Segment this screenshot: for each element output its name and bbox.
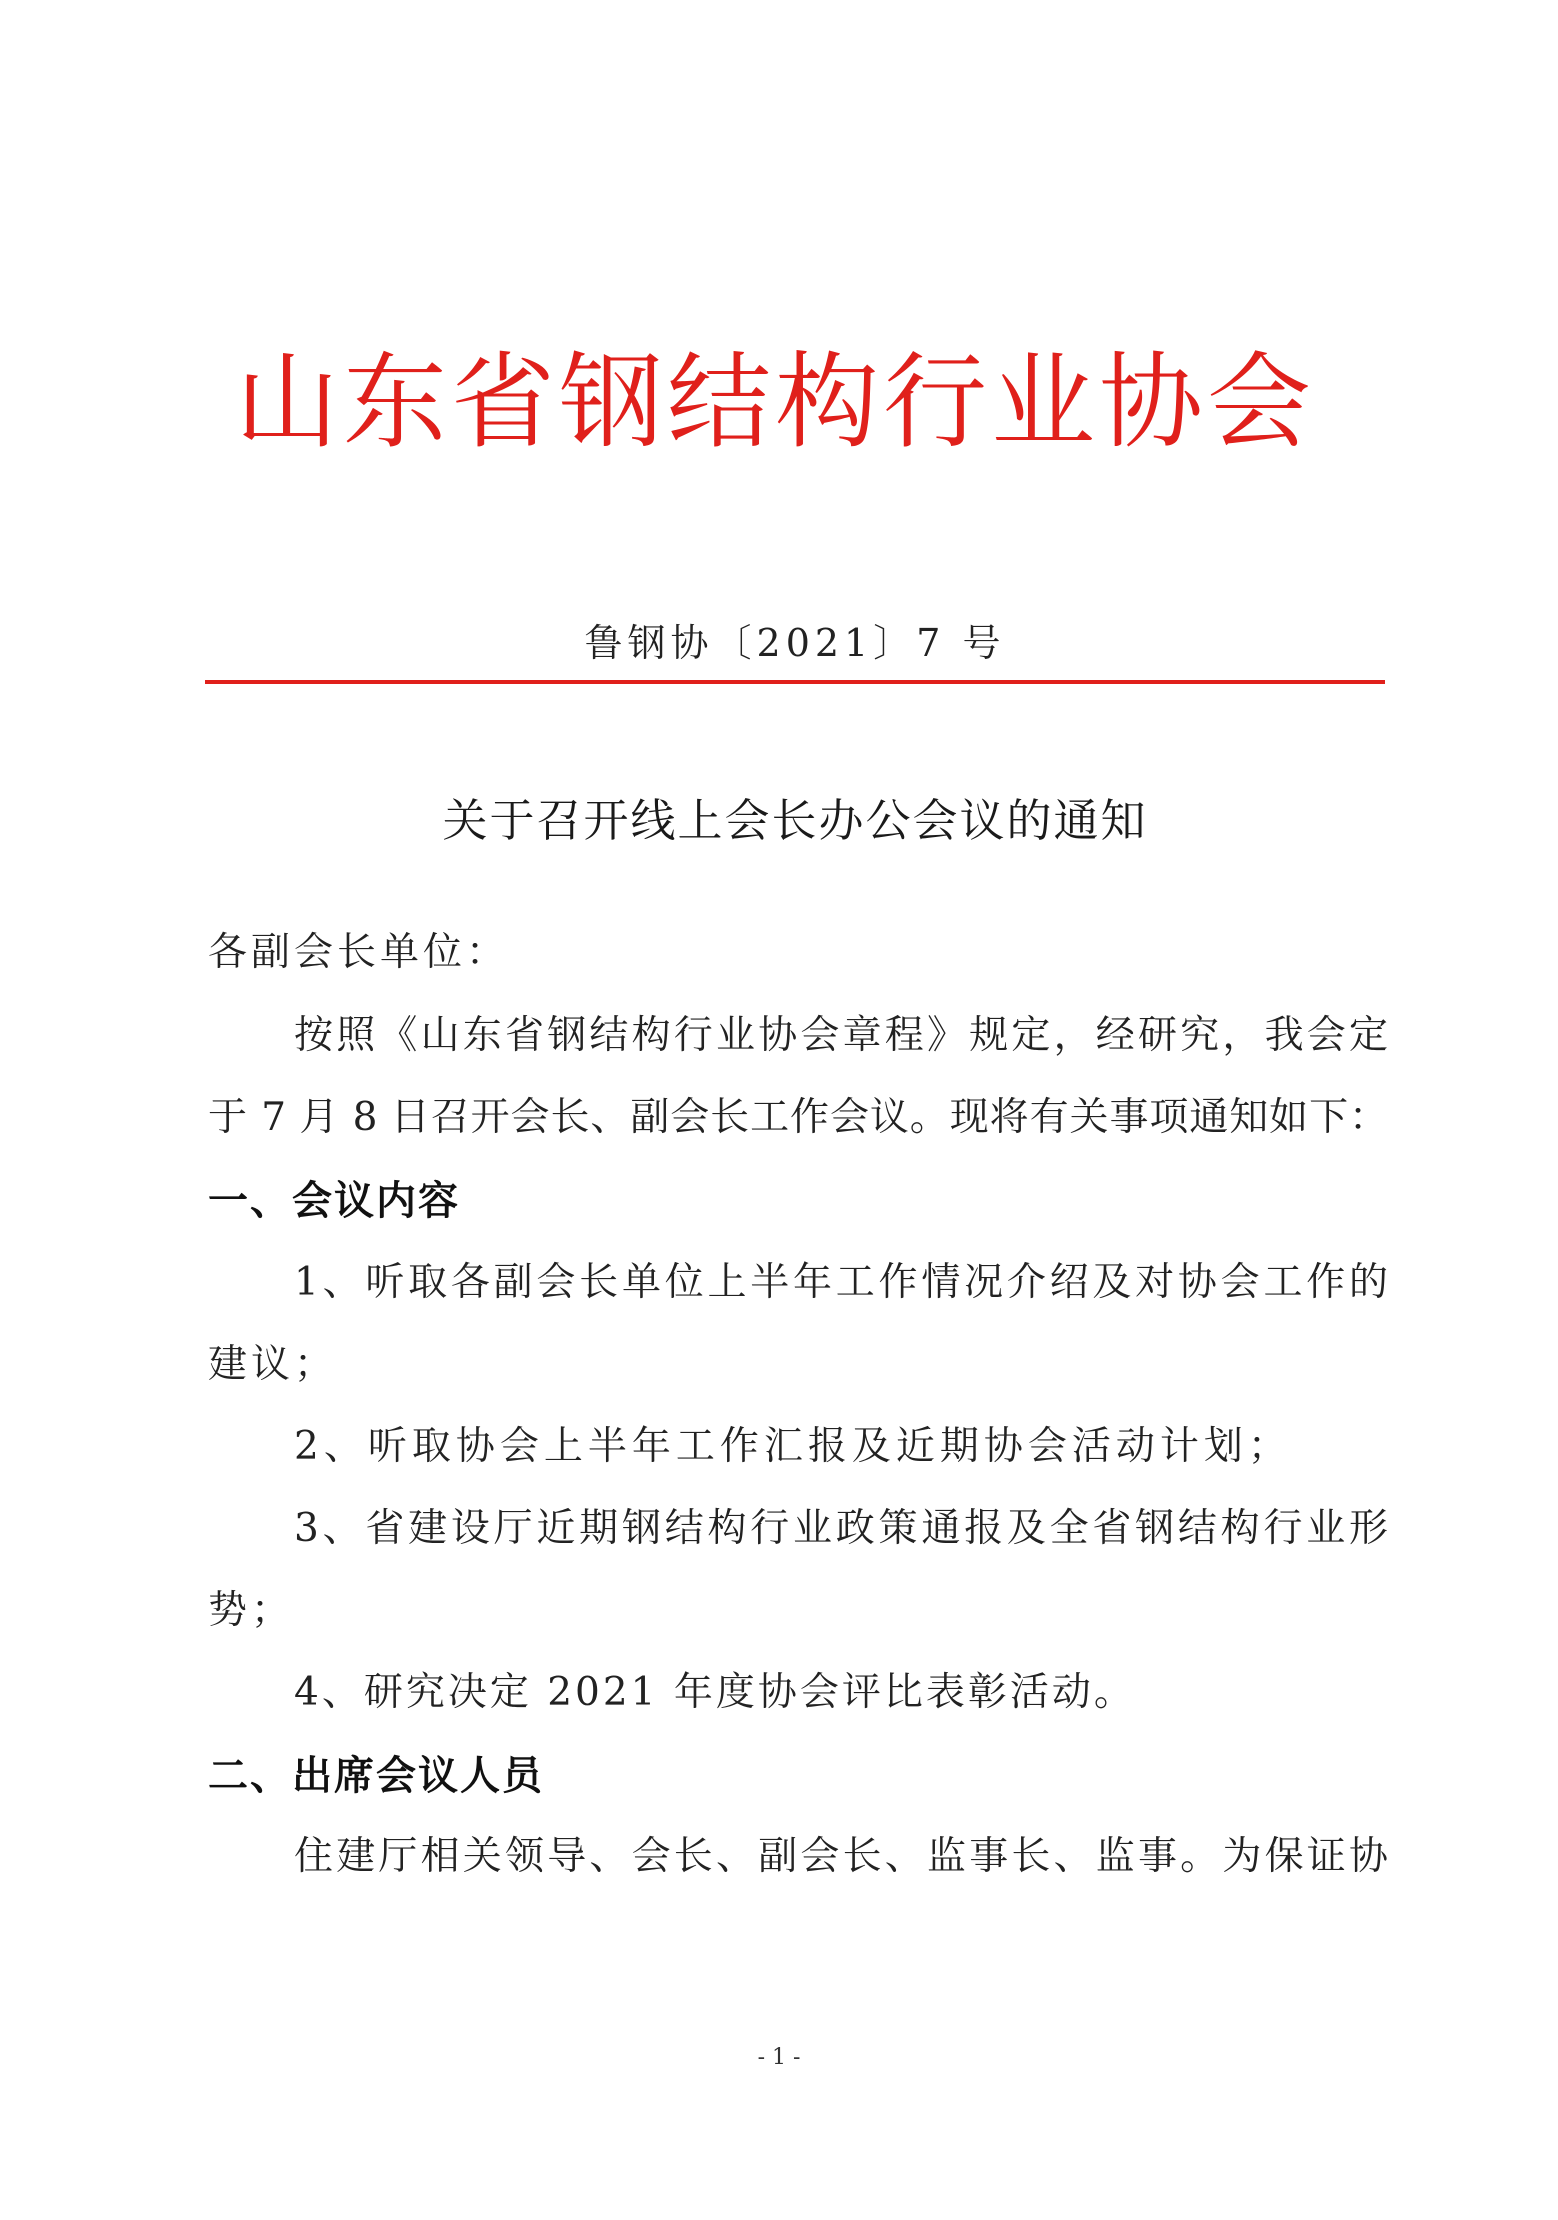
item-3-line-2: 势； — [208, 1588, 295, 1633]
document-number: 鲁钢协〔2021〕7 号 — [584, 621, 1006, 665]
salutation: 各副会长单位： — [208, 930, 510, 975]
intro-line-1: 按照《山东省钢结构行业协会章程》规定，经研究，我会定 — [294, 1013, 1388, 1058]
notice-title: 关于召开线上会长办公会议的通知 — [442, 794, 1148, 847]
page-number: - 1 - — [757, 2045, 801, 2070]
item-1-line-1: 1、听取各副会长单位上半年工作情况介绍及对协会工作的 — [294, 1260, 1388, 1305]
item-4: 4、研究决定 2021 年度协会评比表彰活动。 — [294, 1670, 1136, 1715]
item-1-line-2: 建议； — [208, 1342, 338, 1387]
section-heading-meeting-content: 一、会议内容 — [208, 1178, 460, 1224]
intro-line-2: 于 7 月 8 日召开会长、副会长工作会议。现将有关事项通知如下： — [208, 1095, 1388, 1140]
organization-header: 山东省钢结构行业协会 — [234, 341, 1315, 463]
item-3-line-1: 3、省建设厅近期钢结构行业政策通报及全省钢结构行业形 — [294, 1506, 1388, 1551]
attendees-line-1: 住建厅相关领导、会长、副会长、监事长、监事。为保证协 — [294, 1834, 1388, 1879]
red-divider-line — [205, 680, 1385, 684]
section-heading-attendees: 二、出席会议人员 — [208, 1753, 544, 1799]
item-2: 2、听取协会上半年工作汇报及近期协会活动计划； — [294, 1424, 1292, 1469]
